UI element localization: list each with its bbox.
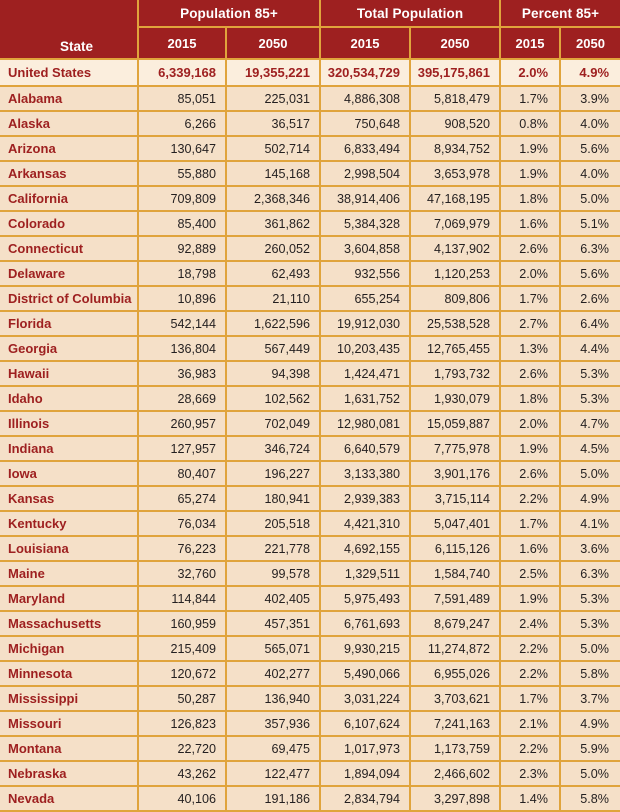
cell-state-name: Mississippi — [0, 686, 138, 711]
cell-t2015: 750,648 — [320, 111, 410, 136]
column-header-pop85-2050: 2050 — [226, 27, 320, 59]
cell-t2015: 6,640,579 — [320, 436, 410, 461]
cell-p2015: 22,720 — [138, 736, 226, 761]
cell-t2050: 7,241,163 — [410, 711, 500, 736]
cell-t2050: 15,059,887 — [410, 411, 500, 436]
table-row — [0, 736, 620, 761]
cell-p2050: 136,940 — [226, 686, 320, 711]
cell-state-name: California — [0, 186, 138, 211]
table-row — [0, 686, 620, 711]
cell-pc2015: 1.7% — [500, 511, 560, 536]
cell-p2050: 62,493 — [226, 261, 320, 286]
cell-state-name: Alabama — [0, 86, 138, 111]
cell-p2050: 94,398 — [226, 361, 320, 386]
cell-pc2050: 5.0% — [560, 636, 620, 661]
cell-state-name: Illinois — [0, 411, 138, 436]
cell-p2015: 709,809 — [138, 186, 226, 211]
cell-t2015: 3,031,224 — [320, 686, 410, 711]
cell-p2015: 127,957 — [138, 436, 226, 461]
cell-t2015: 5,490,066 — [320, 661, 410, 686]
cell-state-name: Hawaii — [0, 361, 138, 386]
cell-t2015: 1,329,511 — [320, 561, 410, 586]
table-row — [0, 86, 620, 111]
table-row — [0, 186, 620, 211]
cell-p2050: 357,936 — [226, 711, 320, 736]
cell-pc2050: 5.6% — [560, 261, 620, 286]
cell-p2015: 76,034 — [138, 511, 226, 536]
cell-pc2015: 2.2% — [500, 486, 560, 511]
cell-pc2050: 6.3% — [560, 236, 620, 261]
column-header-pct85-2015: 2015 — [500, 27, 560, 59]
table-row — [0, 461, 620, 486]
cell-p2050: 180,941 — [226, 486, 320, 511]
cell-pc2050: 4.0% — [560, 111, 620, 136]
cell-pc2015: 1.8% — [500, 386, 560, 411]
cell-p2050: 221,778 — [226, 536, 320, 561]
cell-state-name: Montana — [0, 736, 138, 761]
table-body — [0, 59, 620, 811]
cell-t2050: 8,934,752 — [410, 136, 500, 161]
cell-state-name: Louisiana — [0, 536, 138, 561]
cell-t2015: 655,254 — [320, 286, 410, 311]
cell-p2015: 120,672 — [138, 661, 226, 686]
cell-state-name: Colorado — [0, 211, 138, 236]
cell-p2050: 205,518 — [226, 511, 320, 536]
table-row-total — [0, 59, 620, 86]
cell-p2050: 99,578 — [226, 561, 320, 586]
cell-p2050: 2,368,346 — [226, 186, 320, 211]
cell-pc2015: 2.6% — [500, 236, 560, 261]
cell-pc2050: 5.6% — [560, 136, 620, 161]
cell-state-name: Maine — [0, 561, 138, 586]
table-row — [0, 536, 620, 561]
cell-pc2015: 0.8% — [500, 111, 560, 136]
cell-t2050: 8,679,247 — [410, 611, 500, 636]
cell-p2015: 114,844 — [138, 586, 226, 611]
cell-p2015: 43,262 — [138, 761, 226, 786]
cell-p2050: 191,186 — [226, 786, 320, 811]
cell-t2050: 3,715,114 — [410, 486, 500, 511]
cell-p2015: 55,880 — [138, 161, 226, 186]
table-row — [0, 436, 620, 461]
cell-pc2015: 1.6% — [500, 536, 560, 561]
cell-p2050: 122,477 — [226, 761, 320, 786]
cell-pc2050: 6.4% — [560, 311, 620, 336]
cell-state-name: Arkansas — [0, 161, 138, 186]
cell-t2015: 1,631,752 — [320, 386, 410, 411]
cell-p2015: 28,669 — [138, 386, 226, 411]
cell-t2015: 1,894,094 — [320, 761, 410, 786]
cell-t2050: 25,538,528 — [410, 311, 500, 336]
table-row — [0, 411, 620, 436]
cell-t2050: 1,584,740 — [410, 561, 500, 586]
cell-t2050: 1,793,732 — [410, 361, 500, 386]
cell-pc2050: 4.9% — [560, 711, 620, 736]
table-row — [0, 136, 620, 161]
cell-pc2050: 3.9% — [560, 86, 620, 111]
cell-t2050: 809,806 — [410, 286, 500, 311]
cell-t2015: 9,930,215 — [320, 636, 410, 661]
cell-p2015: 215,409 — [138, 636, 226, 661]
table-row — [0, 111, 620, 136]
cell-t2015: 932,556 — [320, 261, 410, 286]
cell-t2015: 6,833,494 — [320, 136, 410, 161]
cell-t2050: 4,137,902 — [410, 236, 500, 261]
cell-p2050: 69,475 — [226, 736, 320, 761]
cell-t2050: 5,818,479 — [410, 86, 500, 111]
cell-pc2015: 2.7% — [500, 311, 560, 336]
cell-p2015: 65,274 — [138, 486, 226, 511]
cell-p2050: 565,071 — [226, 636, 320, 661]
cell-t2050: 1,120,253 — [410, 261, 500, 286]
cell-p2015: 260,957 — [138, 411, 226, 436]
cell-pc2015: 2.5% — [500, 561, 560, 586]
cell-state-name: Alaska — [0, 111, 138, 136]
cell-p2015: 136,804 — [138, 336, 226, 361]
cell-t2050: 11,274,872 — [410, 636, 500, 661]
cell-pc2015: 2.6% — [500, 361, 560, 386]
cell-pc2050: 5.3% — [560, 586, 620, 611]
cell-p2050: 402,277 — [226, 661, 320, 686]
column-header-pct85-2050: 2050 — [560, 27, 620, 59]
table-row — [0, 636, 620, 661]
cell-state-name: Connecticut — [0, 236, 138, 261]
cell-t2015: 2,939,383 — [320, 486, 410, 511]
cell-pc2015: 2.3% — [500, 761, 560, 786]
cell-t2015: 4,886,308 — [320, 86, 410, 111]
cell-t2050: 7,775,978 — [410, 436, 500, 461]
cell-p2050: 1,622,596 — [226, 311, 320, 336]
cell-pc2015: 2.2% — [500, 636, 560, 661]
column-group-header-row — [0, 0, 620, 27]
group-header-total-population: Total Population — [320, 0, 500, 27]
cell-p2050: 702,049 — [226, 411, 320, 436]
column-header-state: State — [0, 27, 138, 59]
cell-t2050: 6,955,026 — [410, 661, 500, 686]
cell-pc2050: 3.6% — [560, 536, 620, 561]
cell-p2015: 40,106 — [138, 786, 226, 811]
cell-p2050: 502,714 — [226, 136, 320, 161]
table-row — [0, 761, 620, 786]
cell-p2050: 567,449 — [226, 336, 320, 361]
cell-t2015: 3,133,380 — [320, 461, 410, 486]
cell-pc2015: 2.1% — [500, 711, 560, 736]
cell-t2050: 3,703,621 — [410, 686, 500, 711]
cell-t2015: 4,421,310 — [320, 511, 410, 536]
cell-state-name: Delaware — [0, 261, 138, 286]
cell-pc2015: 1.9% — [500, 136, 560, 161]
cell-state-name: Maryland — [0, 586, 138, 611]
cell-t2050: 3,297,898 — [410, 786, 500, 811]
table-row — [0, 161, 620, 186]
cell-pc2050: 4.0% — [560, 161, 620, 186]
cell-state-name: Massachusetts — [0, 611, 138, 636]
table-row — [0, 386, 620, 411]
cell-t2050: 395,175,861 — [410, 59, 500, 86]
cell-t2050: 3,901,176 — [410, 461, 500, 486]
cell-pc2015: 1.7% — [500, 286, 560, 311]
cell-pc2050: 5.9% — [560, 736, 620, 761]
cell-t2015: 3,604,858 — [320, 236, 410, 261]
table-row — [0, 336, 620, 361]
cell-p2015: 85,051 — [138, 86, 226, 111]
cell-pc2015: 1.8% — [500, 186, 560, 211]
cell-state-name: Nebraska — [0, 761, 138, 786]
cell-t2050: 7,069,979 — [410, 211, 500, 236]
cell-p2050: 457,351 — [226, 611, 320, 636]
table-row — [0, 311, 620, 336]
cell-pc2050: 5.0% — [560, 461, 620, 486]
cell-pc2015: 1.7% — [500, 86, 560, 111]
cell-pc2015: 1.6% — [500, 211, 560, 236]
cell-t2015: 10,203,435 — [320, 336, 410, 361]
cell-p2050: 402,405 — [226, 586, 320, 611]
column-header-pop85-2015: 2015 — [138, 27, 226, 59]
cell-state-name: Michigan — [0, 636, 138, 661]
cell-pc2015: 2.0% — [500, 59, 560, 86]
table-row — [0, 586, 620, 611]
cell-t2015: 12,980,081 — [320, 411, 410, 436]
column-header-totalpop-2015: 2015 — [320, 27, 410, 59]
cell-t2015: 5,384,328 — [320, 211, 410, 236]
cell-state-name: Minnesota — [0, 661, 138, 686]
cell-t2015: 1,424,471 — [320, 361, 410, 386]
cell-pc2015: 1.9% — [500, 161, 560, 186]
table-row — [0, 786, 620, 811]
cell-p2050: 260,052 — [226, 236, 320, 261]
column-header-row — [0, 27, 620, 59]
cell-p2015: 50,287 — [138, 686, 226, 711]
cell-t2050: 47,168,195 — [410, 186, 500, 211]
cell-p2050: 19,355,221 — [226, 59, 320, 86]
cell-state-name: Iowa — [0, 461, 138, 486]
table-row — [0, 561, 620, 586]
cell-p2050: 346,724 — [226, 436, 320, 461]
cell-t2050: 1,173,759 — [410, 736, 500, 761]
cell-p2015: 130,647 — [138, 136, 226, 161]
cell-t2015: 19,912,030 — [320, 311, 410, 336]
cell-t2015: 38,914,406 — [320, 186, 410, 211]
cell-pc2050: 4.7% — [560, 411, 620, 436]
cell-pc2015: 1.9% — [500, 586, 560, 611]
cell-pc2015: 1.4% — [500, 786, 560, 811]
cell-pc2050: 5.3% — [560, 611, 620, 636]
table-header — [0, 0, 620, 59]
cell-p2015: 10,896 — [138, 286, 226, 311]
cell-t2050: 1,930,079 — [410, 386, 500, 411]
cell-pc2015: 1.9% — [500, 436, 560, 461]
cell-p2050: 196,227 — [226, 461, 320, 486]
cell-pc2015: 1.3% — [500, 336, 560, 361]
cell-p2015: 36,983 — [138, 361, 226, 386]
cell-pc2050: 4.9% — [560, 486, 620, 511]
cell-p2015: 32,760 — [138, 561, 226, 586]
cell-p2050: 225,031 — [226, 86, 320, 111]
cell-state-name: Georgia — [0, 336, 138, 361]
cell-pc2050: 6.3% — [560, 561, 620, 586]
column-header-totalpop-2050: 2050 — [410, 27, 500, 59]
cell-pc2050: 5.3% — [560, 361, 620, 386]
cell-state-name: Florida — [0, 311, 138, 336]
cell-t2050: 12,765,455 — [410, 336, 500, 361]
cell-pc2050: 4.9% — [560, 59, 620, 86]
cell-pc2015: 2.2% — [500, 661, 560, 686]
cell-pc2050: 4.1% — [560, 511, 620, 536]
cell-pc2050: 5.8% — [560, 661, 620, 686]
cell-t2050: 3,653,978 — [410, 161, 500, 186]
cell-t2015: 2,998,504 — [320, 161, 410, 186]
table-row — [0, 236, 620, 261]
table-row — [0, 711, 620, 736]
cell-pc2050: 2.6% — [560, 286, 620, 311]
cell-state-name: Arizona — [0, 136, 138, 161]
table-row — [0, 361, 620, 386]
cell-pc2015: 1.7% — [500, 686, 560, 711]
cell-state-name: Missouri — [0, 711, 138, 736]
cell-t2015: 6,107,624 — [320, 711, 410, 736]
cell-pc2015: 2.0% — [500, 261, 560, 286]
cell-p2015: 80,407 — [138, 461, 226, 486]
cell-state-name: Kentucky — [0, 511, 138, 536]
table-row — [0, 661, 620, 686]
cell-state-name: United States — [0, 59, 138, 86]
cell-pc2050: 3.7% — [560, 686, 620, 711]
cell-pc2050: 5.0% — [560, 761, 620, 786]
header-corner-blank — [0, 0, 138, 27]
cell-p2015: 76,223 — [138, 536, 226, 561]
cell-t2015: 2,834,794 — [320, 786, 410, 811]
cell-pc2050: 5.1% — [560, 211, 620, 236]
cell-t2050: 6,115,126 — [410, 536, 500, 561]
cell-state-name: Indiana — [0, 436, 138, 461]
table-row — [0, 286, 620, 311]
cell-p2015: 6,339,168 — [138, 59, 226, 86]
table-row — [0, 486, 620, 511]
cell-p2015: 85,400 — [138, 211, 226, 236]
cell-p2015: 542,144 — [138, 311, 226, 336]
cell-state-name: Kansas — [0, 486, 138, 511]
cell-pc2015: 2.0% — [500, 411, 560, 436]
cell-p2050: 102,562 — [226, 386, 320, 411]
cell-t2015: 320,534,729 — [320, 59, 410, 86]
cell-t2050: 5,047,401 — [410, 511, 500, 536]
cell-pc2050: 5.0% — [560, 186, 620, 211]
group-header-percent-85-plus: Percent 85+ — [500, 0, 620, 27]
cell-p2050: 145,168 — [226, 161, 320, 186]
cell-pc2015: 2.4% — [500, 611, 560, 636]
cell-t2050: 908,520 — [410, 111, 500, 136]
cell-p2015: 160,959 — [138, 611, 226, 636]
table-row — [0, 511, 620, 536]
cell-t2015: 5,975,493 — [320, 586, 410, 611]
cell-t2050: 2,466,602 — [410, 761, 500, 786]
cell-t2015: 4,692,155 — [320, 536, 410, 561]
cell-pc2015: 2.6% — [500, 461, 560, 486]
cell-pc2050: 5.8% — [560, 786, 620, 811]
cell-t2015: 1,017,973 — [320, 736, 410, 761]
cell-pc2015: 2.2% — [500, 736, 560, 761]
cell-p2015: 6,266 — [138, 111, 226, 136]
cell-p2015: 92,889 — [138, 236, 226, 261]
cell-state-name: Nevada — [0, 786, 138, 811]
cell-pc2050: 4.5% — [560, 436, 620, 461]
cell-t2015: 6,761,693 — [320, 611, 410, 636]
cell-p2050: 21,110 — [226, 286, 320, 311]
cell-pc2050: 5.3% — [560, 386, 620, 411]
cell-state-name: District of Columbia — [0, 286, 138, 311]
cell-p2050: 36,517 — [226, 111, 320, 136]
cell-pc2050: 4.4% — [560, 336, 620, 361]
cell-p2015: 18,798 — [138, 261, 226, 286]
table-row — [0, 261, 620, 286]
cell-state-name: Idaho — [0, 386, 138, 411]
cell-p2015: 126,823 — [138, 711, 226, 736]
table-row — [0, 211, 620, 236]
group-header-population-85-plus: Population 85+ — [138, 0, 320, 27]
cell-p2050: 361,862 — [226, 211, 320, 236]
table-row — [0, 611, 620, 636]
cell-t2050: 7,591,489 — [410, 586, 500, 611]
